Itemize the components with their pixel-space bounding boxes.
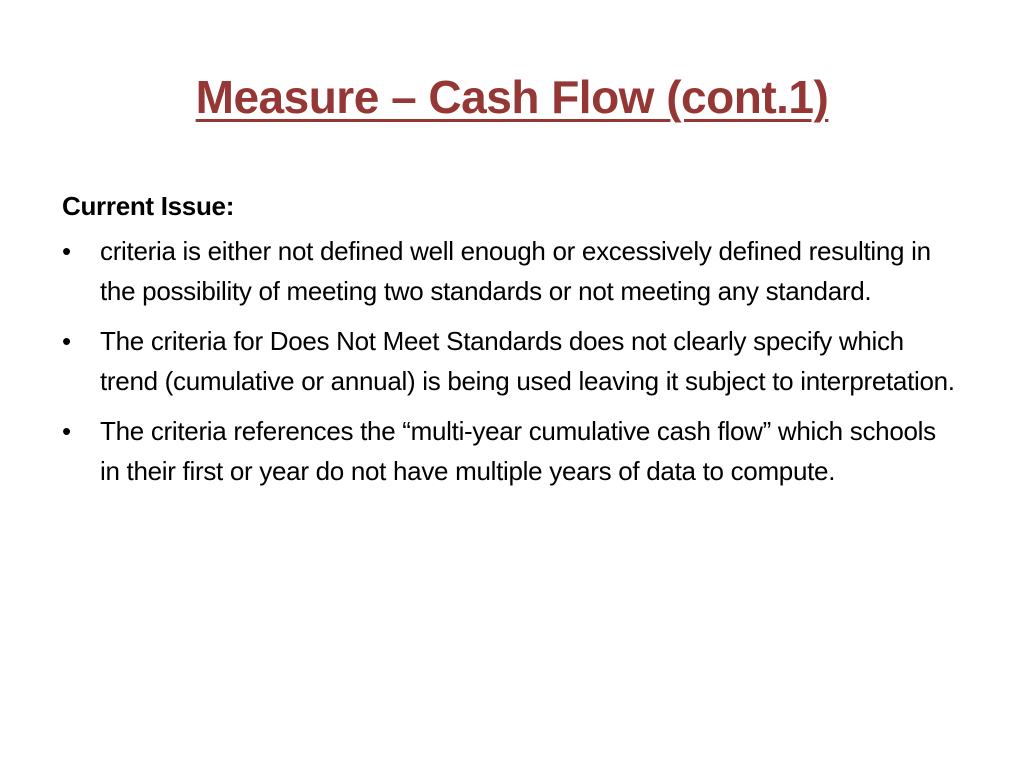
bullet-text: The criteria for Does Not Meet Standards does not clearly specify which trend (cumulative or annual) is being used leaving it subject to interpretation. <box>100 325 955 396</box>
section-heading: Current Issue: <box>62 191 235 221</box>
bullet-list <box>62 231 962 492</box>
bullet-text: The criteria references the “multi-year cumulative cash flow” which schools in their first or year do not have multiple years of data to compute. <box>100 415 936 486</box>
bullet-item <box>62 231 962 312</box>
bullet-icon: • <box>62 325 71 356</box>
slide-body <box>62 186 962 501</box>
bullet-item <box>62 321 962 402</box>
bullet-icon: • <box>62 415 71 446</box>
bullet-icon: • <box>62 235 71 266</box>
bullet-item <box>62 411 962 492</box>
bullet-text: criteria is either not defined well enough or excessively defined resulting in the possibility of meeting two standards or not meeting any standard. <box>100 235 931 306</box>
slide-title <box>0 66 1024 128</box>
slide-title-text: Measure – Cash Flow (cont.1) <box>195 71 829 123</box>
